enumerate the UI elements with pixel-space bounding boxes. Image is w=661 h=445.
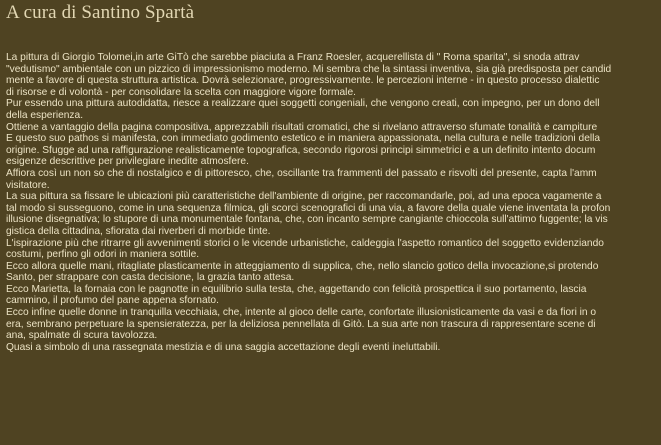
article-line: La pittura di Giorgio Tolomei,in arte GiTò che sarebbe piaciuta a Franz Roesler, acquerellista di " Roma sparita", si snoda attrav — [6, 52, 580, 63]
article-line: illusione disegnativa; lo stupore di una monumentale fontana, che, con incanto sempre cangiante chioccola sull'attimo fuggente; la vis — [6, 214, 608, 226]
article-body — [6, 52, 661, 353]
article-line: E questo suo pathos si manifesta, con immediato godimento estetico e in maniera appassionata, nella cultura e nelle tradizioni della — [6, 133, 601, 145]
article-line: di risorse e di volontà - per consolidare la scelta con maggiore vigore formale. — [6, 86, 356, 98]
article-line: Santo, per strappare con casta decisione, la grazia tanto attesa. — [6, 272, 295, 284]
article-line: "vedutismo" ambientale con un pizzico di impressionismo moderno. Mi sembra che la sintassi inventiva, sia già predisposta per candid — [6, 63, 612, 75]
article-line: tal modo si susseguono, come in una sequenza filmica, gli scorci scenografici di una via, a favore della quale viene inventata la profon — [6, 202, 611, 214]
article-line: Affiora così un non so che di nostalgico e di pittoresco, che, oscillante tra frammenti del passato e risvolti del presente, capta l'amm — [6, 167, 597, 179]
article-line: Ecco Marietta, la fornaia con le pagnotte in equilibrio sulla testa, che, aggettando con felicità prospettica il suo portamento, lascia — [6, 283, 587, 295]
article-line: esigenze descrittive per privilegiare inedite atmosfere. — [6, 156, 249, 168]
article-line: della esperienza. — [6, 109, 84, 121]
article-line: Ecco allora quelle mani, ritagliate plasticamente in atteggiamento di supplica, che, nello slancio gotico della invocazione,si protendo — [6, 260, 599, 272]
article-line: Quasi a simbolo di una rassegnata mestizia e di una saggia accettazione degli eventi ineluttabili. — [6, 341, 441, 353]
article-line: ana, spalmate di scura tavolozza. — [6, 330, 158, 342]
article-line: visitatore. — [6, 179, 50, 191]
article-line: L'ispirazione più che ritrarre gli avvenimenti storici o le vicende urbanistiche, caldeggia l'aspetto romantico del soggetto evidenziando — [6, 237, 604, 249]
article-line: gistica della cittadina, sfiorata dai riverberi di morbide tinte. — [6, 225, 271, 237]
article-line: Ecco infine quelle donne in tranquilla vecchiaia, che, intente al gioco delle carte, confortate illusionisticamente da vasi e da fiori in o — [6, 307, 597, 319]
article-line: origine. Sfugge ad una raffigurazione realisticamente topografica, secondo rigorosi principi simmetrici e a un definito intento docum — [6, 144, 596, 156]
article-line: era, sembrano perpetuare la spensieratezza, per la deliziosa pennellata di Gitò. La sua arte non trascura di rappresentare scene di — [6, 318, 596, 330]
page-title: A cura di Santino Spartà — [6, 2, 195, 23]
article-line: mente a favore di questa struttura artistica. Dovrà selezionare, progressivamente. le percezioni interne - in questo processo dialettic — [6, 75, 600, 87]
article-line: costumi, perfino gli odori in maniera sottile. — [6, 249, 200, 261]
article-line: cammino, il profumo del pane appena sfornato. — [6, 295, 219, 307]
article-line: La sua pittura sa fissare le ubicazioni più caratteristiche dell'ambiente di origine, per raccomandarle, poi, ad una epoca vagamente a — [6, 191, 602, 203]
article-line: Ottiene a vantaggio della pagina compositiva, apprezzabili risultati cromatici, che si rivelano attraverso sfumate tonalità e campiture — [6, 121, 598, 133]
article-line: Pur essendo una pittura autodidatta, riesce a realizzare quei soggetti congeniali, che vengono creati, con impegno, per un dono dell — [6, 98, 600, 110]
